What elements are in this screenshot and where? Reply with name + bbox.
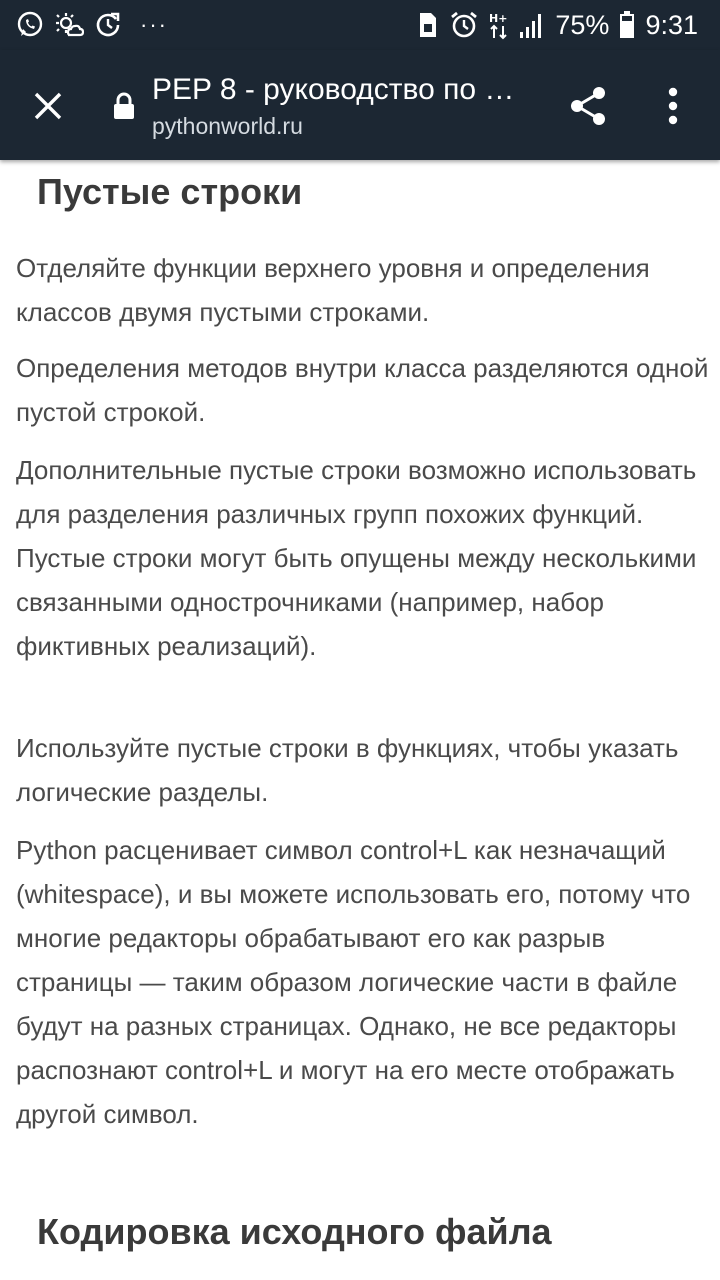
sim-icon xyxy=(417,11,439,39)
close-icon[interactable] xyxy=(33,91,63,121)
more-notifications-icon: ··· xyxy=(140,12,168,37)
signal-icon xyxy=(519,11,545,39)
paragraph-3: Дополнительные пустые строки возможно использовать для разделения различных групп похожих функций. Пустые строки могут быть опущены между несколькими связанными однострочниками (например, набор фиктивных реализаций). xyxy=(16,455,697,661)
paragraph-5: Python расценивает символ control+L как незначащий (whitespace), и вы можете использовать его, потому что многие редакторы обрабатывают его как разрыв страницы — таким образом логические части в файле будут на разных страницах. Однако, не все редакторы распознают control+L и могут на его месте отображать другой символ. xyxy=(16,835,691,1129)
page-title[interactable]: PEP 8 - руководство по … xyxy=(152,73,515,106)
paragraph-1: Отделяйте функции верхнего уровня и определения классов двумя пустыми строками. xyxy=(16,253,650,327)
close-button[interactable] xyxy=(22,80,74,132)
overflow-menu-button[interactable] xyxy=(650,80,696,132)
clock: 9:31 xyxy=(645,10,698,40)
article-content xyxy=(0,160,720,1280)
share-button[interactable] xyxy=(562,80,614,132)
paragraph-4: Используйте пустые строки в функциях, чтобы указать логические разделы. xyxy=(16,733,679,807)
alarm-icon xyxy=(449,10,479,40)
weather-icon xyxy=(54,11,84,39)
share-icon[interactable] xyxy=(568,85,608,127)
battery-percent: 75% xyxy=(555,10,610,40)
sync-icon xyxy=(94,11,122,39)
more-vertical-icon[interactable] xyxy=(667,87,679,125)
whatsapp-icon xyxy=(16,11,44,39)
status-system xyxy=(417,8,698,42)
paragraph-2: Определения методов внутри класса разделяются одной пустой строкой. xyxy=(16,353,709,427)
lock-icon xyxy=(112,92,136,120)
browser-toolbar xyxy=(0,50,720,160)
svg-text:H+: H+ xyxy=(489,12,508,25)
section-heading-blank-lines: Пустые строки xyxy=(37,171,303,212)
status-notifications xyxy=(16,10,168,40)
section-heading-encoding: Кодировка исходного файла xyxy=(37,1211,552,1252)
data-arrows-icon xyxy=(489,10,509,40)
battery-icon xyxy=(619,10,635,40)
status-bar xyxy=(0,0,720,50)
page-url[interactable]: pythonworld.ru xyxy=(152,113,303,139)
